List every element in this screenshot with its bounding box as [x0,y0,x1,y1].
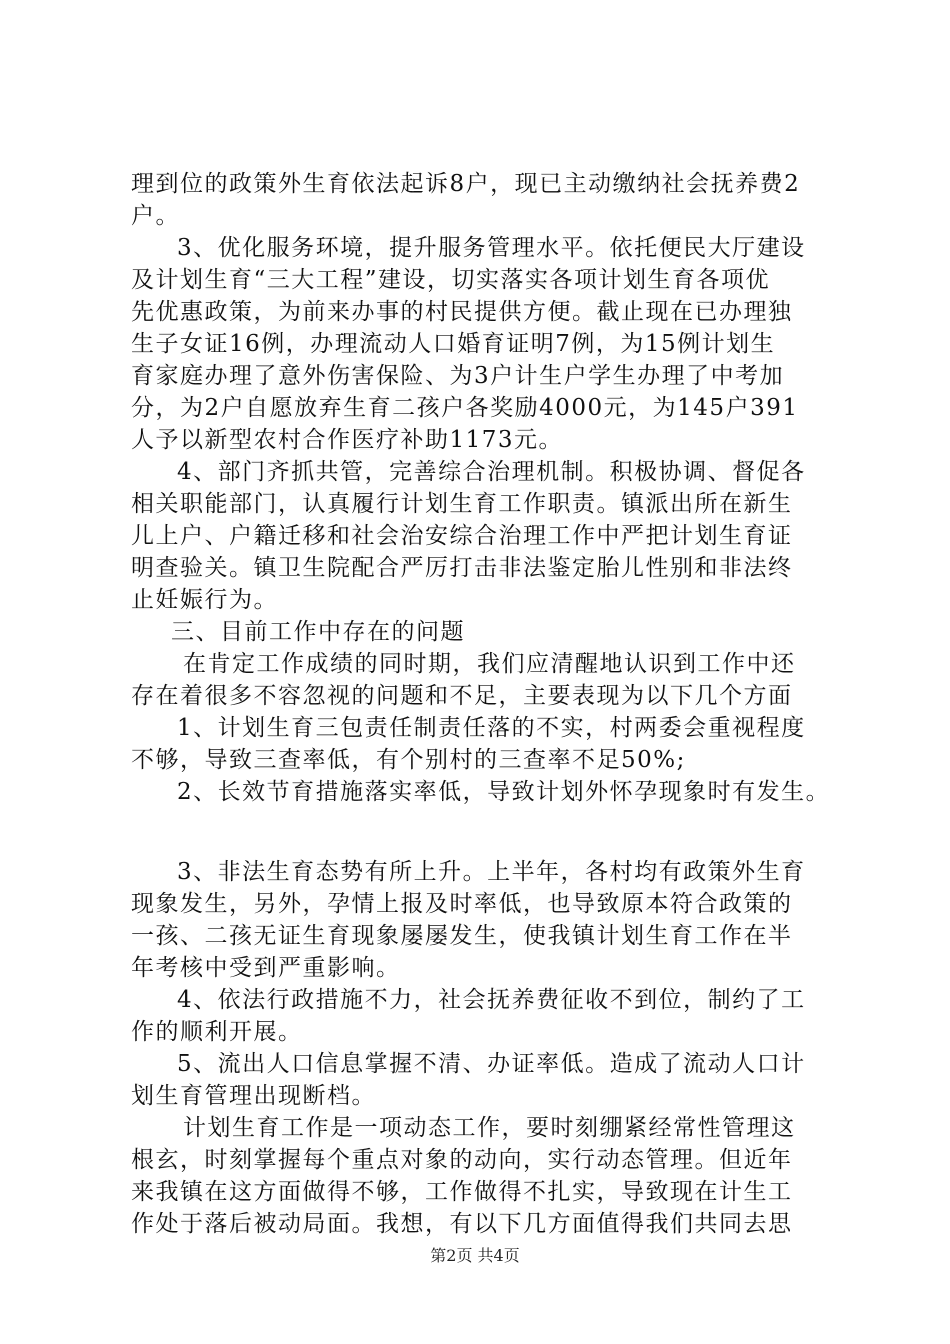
text-line: 止妊娠行为。 [131,587,278,613]
list-item: 2、长效节育措施落实率低，导致计划外怀孕现象时有发生。 [177,779,831,805]
paragraph-start: 计划生育工作是一项动态工作，要时刻绷紧经常性管理这 [183,1115,796,1141]
paragraph-start: 4、部门齐抓共管，完善综合治理机制。积极协调、督促各 [177,459,806,485]
text-line: 不够，导致三查率低，有个别村的三查率不足50%; [131,747,686,773]
paragraph-start: 在肯定工作成绩的同时期，我们应清醒地认识到工作中还 [183,651,796,677]
list-item: 5、流出人口信息掌握不清、办证率低。造成了流动人口计 [177,1051,806,1077]
list-item: 4、依法行政措施不力，社会抚养费征收不到位，制约了工 [177,987,806,1013]
text-line: 户。 [131,203,180,229]
text-line: 一孩、二孩无证生育现象屡屡发生，使我镇计划生育工作在半 [131,923,793,949]
list-item: 3、非法生育态势有所上升。上半年，各村均有政策外生育 [177,859,806,885]
text-line: 育家庭办理了意外伤害保险、为3户计生户学生办理了中考加 [131,363,785,389]
text-line: 理到位的政策外生育依法起诉8户，现已主动缴纳社会抚养费2 [131,171,801,197]
text-line: 儿上户、户籍迁移和社会治安综合治理工作中严把计划生育证 [131,523,793,549]
blank-gap [131,808,831,856]
page-number: 第2页 共4页 [430,1246,520,1265]
text-line: 作的顺利开展。 [131,1019,303,1045]
paragraph-start: 3、优化服务环境，提升服务管理水平。依托便民大厅建设 [177,235,806,261]
text-line: 来我镇在这方面做得不够，工作做得不扎实，导致现在计生工 [131,1179,793,1205]
list-item: 1、计划生育三包责任制责任落的不实，村两委会重视程度 [177,715,806,741]
text-line: 分，为2户自愿放弃生育二孩户各奖励4000元，为145户391 [131,395,799,421]
text-line: 相关职能部门，认真履行计划生育工作职责。镇派出所在新生 [131,491,793,517]
text-line: 划生育管理出现断档。 [131,1083,376,1109]
text-line: 年考核中受到严重影响。 [131,955,401,981]
text-line: 现象发生，另外，孕情上报及时率低，也导致原本符合政策的 [131,891,793,917]
text-line: 明查验关。镇卫生院配合严厉打击非法鉴定胎儿性别和非法终 [131,555,793,581]
text-line: 存在着很多不容忽视的问题和不足，主要表现为以下几个方面 [131,683,793,709]
text-line: 先优惠政策，为前来办事的村民提供方便。截止现在已办理独 [131,299,793,325]
text-line: 及计划生育“三大工程”建设，切实落实各项计划生育各项优 [131,267,771,293]
text-line: 根玄，时刻掌握每个重点对象的动向，实行动态管理。但近年 [131,1147,793,1173]
text-line: 作处于落后被动局面。我想，有以下几方面值得我们共同去思 [131,1211,793,1237]
body-text [131,168,831,1240]
text-line: 人予以新型农村合作医疗补助1173元。 [131,427,564,453]
section-heading: 三、目前工作中存在的问题 [171,619,465,645]
text-line: 生子女证16例，办理流动人口婚育证明7例，为15例计划生 [131,331,776,357]
